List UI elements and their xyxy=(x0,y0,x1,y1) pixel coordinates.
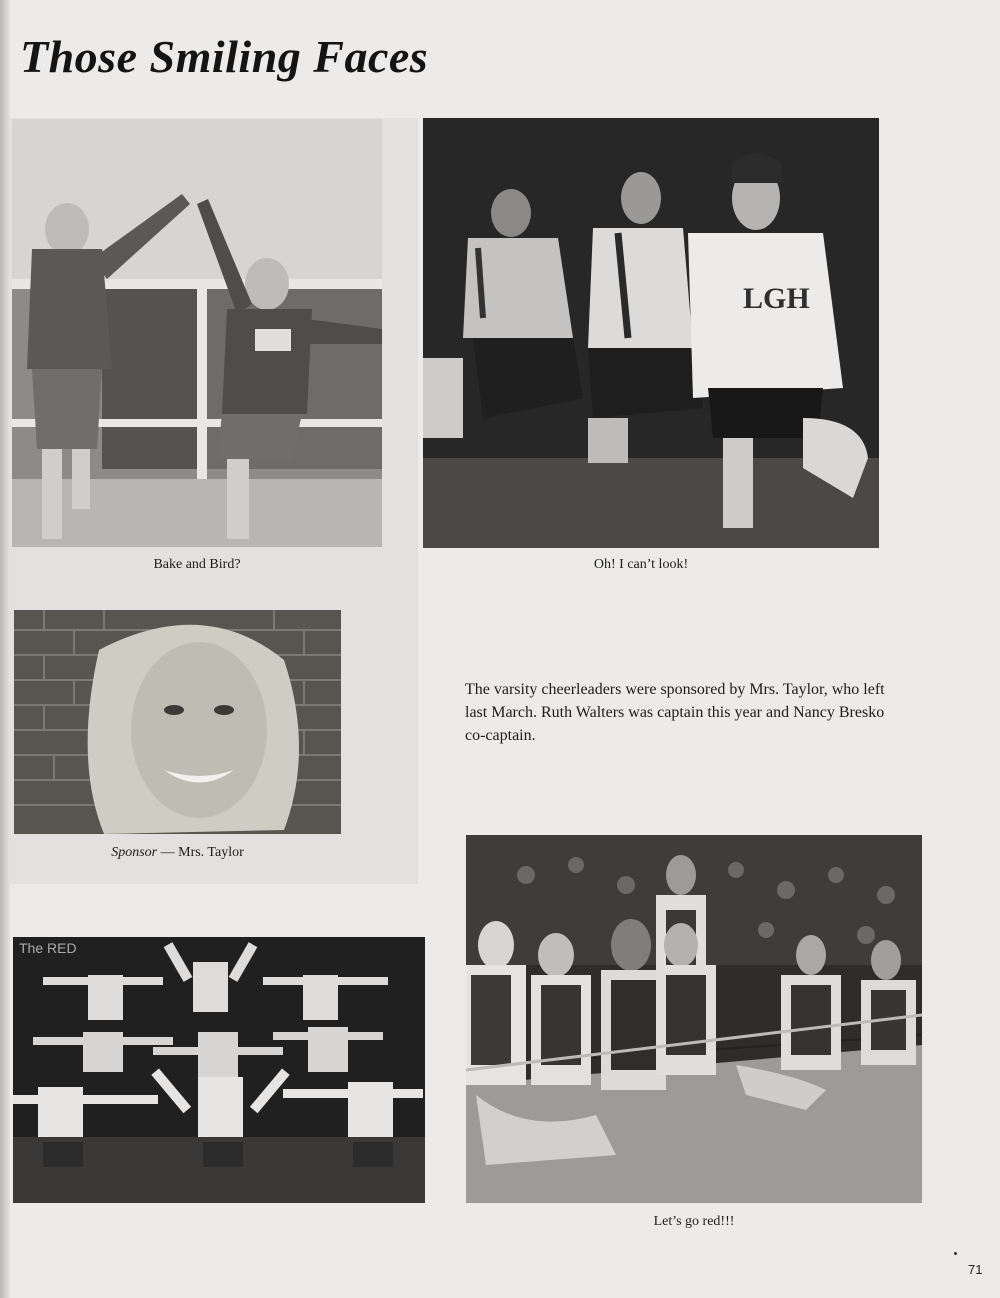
page-title: Those Smiling Faces xyxy=(20,31,429,82)
caption-photo-2: Oh! I can’t look! xyxy=(593,557,689,572)
caption-photo-3-italic: Sponsor xyxy=(111,845,158,860)
photo-cheerleaders-kneeling xyxy=(423,118,879,548)
photo-go-red xyxy=(466,835,922,1203)
page-number: 71 xyxy=(968,1262,983,1277)
photo-cheerleaders-jumping xyxy=(12,119,382,547)
caption-photo-3-rest: — Mrs. Taylor xyxy=(157,845,244,860)
svg-text:LGH: LGH xyxy=(743,282,810,315)
photo-cheer-formation xyxy=(13,937,425,1203)
caption-photo-5: Let’s go red!!! xyxy=(653,1214,735,1229)
photo-sponsor-portrait xyxy=(14,610,341,834)
body-paragraph: The varsity cheerleaders were sponsored by Mrs. Taylor, who left last March. Ruth Walters was captain this year and Nancy Bresko co-captain. xyxy=(465,681,885,744)
caption-photo-3 xyxy=(14,845,341,861)
sign-text: The RED xyxy=(19,940,77,956)
page-binding-edge xyxy=(0,0,10,1298)
caption-photo-1: Bake and Bird? xyxy=(153,557,241,572)
page-mark xyxy=(954,1252,957,1255)
